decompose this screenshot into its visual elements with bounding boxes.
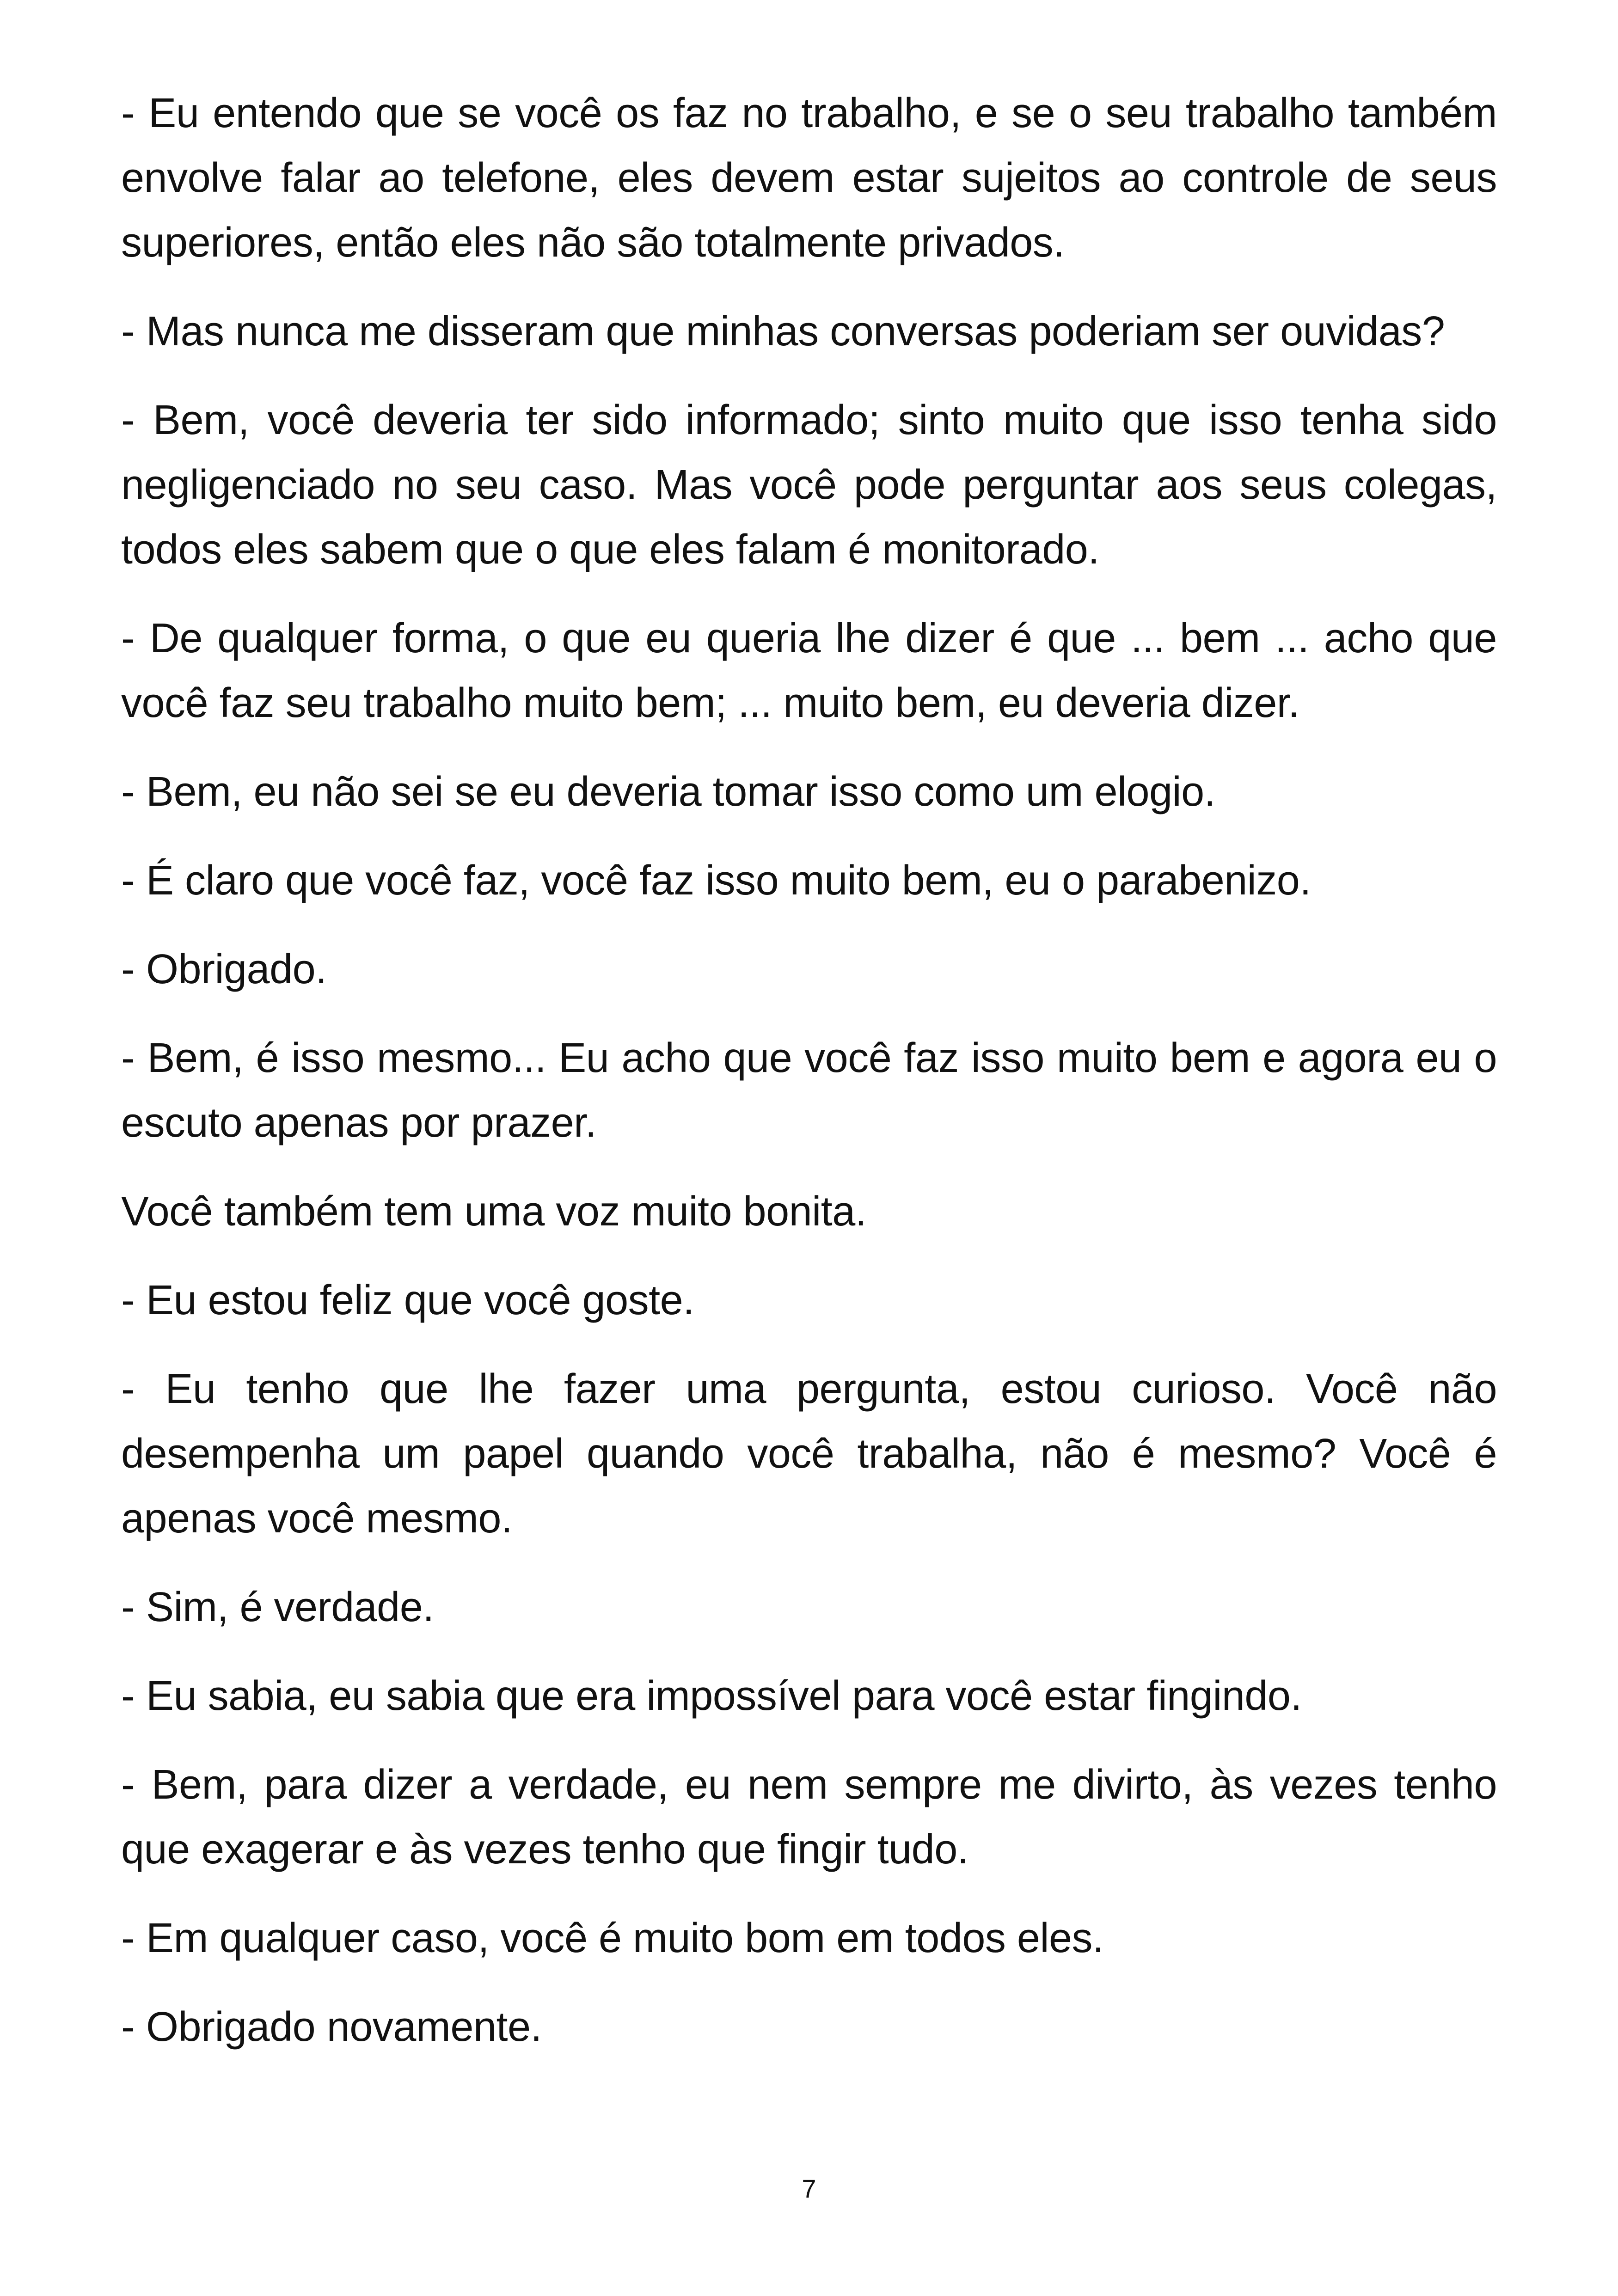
paragraph: - Bem, para dizer a verdade, eu nem sempre me divirto, às vezes tenho que exagerar e às vezes tenho que fingir tudo. bbox=[121, 1762, 1497, 1873]
paragraph: - Obrigado. bbox=[121, 946, 327, 992]
paragraph: Você também tem uma voz muito bonita. bbox=[121, 1188, 867, 1235]
paragraph: - Eu sabia, eu sabia que era impossível para você estar fingindo. bbox=[121, 1673, 1302, 1719]
paragraph: - Bem, você deveria ter sido informado; sinto muito que isso tenha sido negligenciado no seu caso. Mas você pode perguntar aos seus colegas, todos eles sabem que o que eles falam é monitorado. bbox=[121, 397, 1497, 573]
paragraph: - De qualquer forma, o que eu queria lhe dizer é que ... bem ... acho que você faz seu trabalho muito bem; ... muito bem, eu deveria dizer. bbox=[121, 615, 1497, 726]
paragraph: - Sim, é verdade. bbox=[121, 1584, 434, 1630]
paragraph: - Bem, eu não sei se eu deveria tomar isso como um elogio. bbox=[121, 769, 1216, 815]
paragraph: - É claro que você faz, você faz isso muito bem, eu o parabenizo. bbox=[121, 857, 1311, 904]
paragraph: - Eu estou feliz que você goste. bbox=[121, 1277, 694, 1323]
paragraph: - Em qualquer caso, você é muito bom em todos eles. bbox=[121, 1915, 1104, 1961]
paragraph: - Obrigado novamente. bbox=[121, 2004, 542, 2050]
paragraph: - Eu tenho que lhe fazer uma pergunta, estou curioso. Você não desempenha um papel quando você trabalha, não é mesmo? Você é apenas você mesmo. bbox=[121, 1366, 1497, 1542]
paragraph: - Bem, é isso mesmo... Eu acho que você faz isso muito bem e agora eu o escuto apenas por prazer. bbox=[121, 1035, 1497, 1146]
page-number: 7 bbox=[802, 2174, 816, 2203]
page-body bbox=[121, 81, 1497, 2083]
paragraph: - Eu entendo que se você os faz no trabalho, e se o seu trabalho também envolve falar ao telefone, eles devem estar sujeitos ao controle de seus superiores, então eles não são totalmente privados. bbox=[121, 90, 1497, 266]
paragraph: - Mas nunca me disseram que minhas conversas poderiam ser ouvidas? bbox=[121, 308, 1445, 355]
